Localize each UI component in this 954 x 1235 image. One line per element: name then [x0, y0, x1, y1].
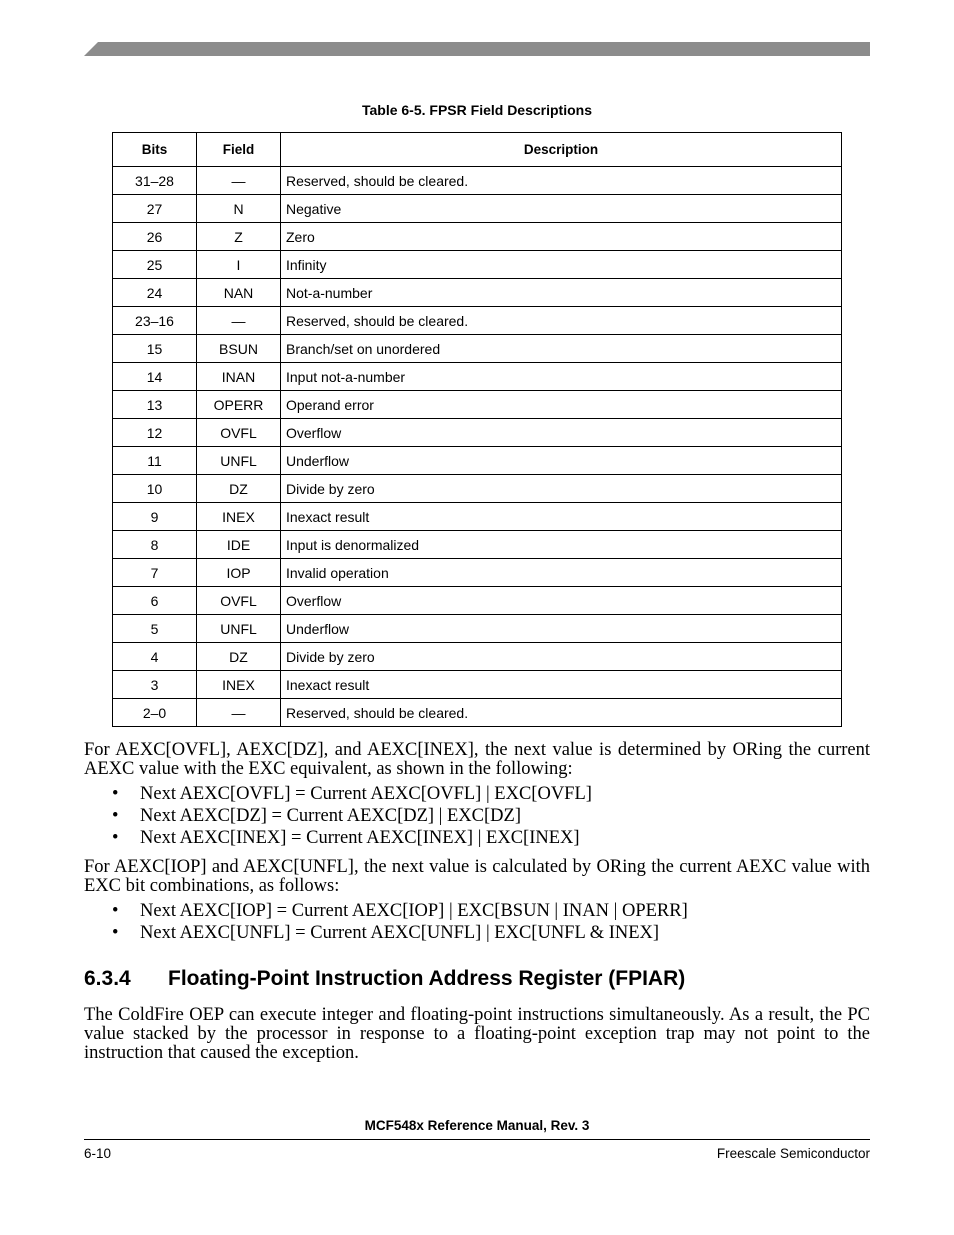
section-heading	[84, 967, 870, 991]
cell-field: OPERR	[197, 391, 281, 419]
cell-field: N	[197, 195, 281, 223]
cell-description: Reserved, should be cleared.	[281, 307, 842, 335]
cell-bits: 9	[113, 503, 197, 531]
bullet-item	[112, 827, 870, 849]
table-row	[113, 615, 842, 643]
bullet-text: Next AEXC[OVFL] = Current AEXC[OVFL] | EXC[OVFL]	[140, 784, 592, 804]
page-number: 6-10	[84, 1146, 112, 1161]
cell-description: Overflow	[281, 587, 842, 615]
cell-bits: 4	[113, 643, 197, 671]
header-bits: Bits	[113, 133, 197, 167]
cell-field: I	[197, 251, 281, 279]
bullet-icon: •	[112, 828, 119, 848]
cell-bits: 11	[113, 447, 197, 475]
cell-description: Underflow	[281, 447, 842, 475]
paragraph-coldfire-oep: The ColdFire OEP can execute integer and floating-point instructions simultaneously. As a result, the PC value stacked by the processor in response to a floating-point exception trap may not point to the instruction that caused the exception.	[84, 1005, 870, 1063]
table-header-row	[113, 133, 842, 167]
cell-bits: 12	[113, 419, 197, 447]
cell-field: IDE	[197, 531, 281, 559]
table-row	[113, 531, 842, 559]
cell-description: Input is denormalized	[281, 531, 842, 559]
cell-field: UNFL	[197, 615, 281, 643]
cell-bits: 31–28	[113, 167, 197, 195]
cell-bits: 24	[113, 279, 197, 307]
cell-field: NAN	[197, 279, 281, 307]
cell-bits: 7	[113, 559, 197, 587]
cell-bits: 2–0	[113, 699, 197, 727]
cell-description: Reserved, should be cleared.	[281, 699, 842, 727]
bullet-icon: •	[112, 901, 119, 921]
table-row	[113, 363, 842, 391]
cell-description: Not-a-number	[281, 279, 842, 307]
bullet-icon: •	[112, 784, 119, 804]
cell-bits: 26	[113, 223, 197, 251]
cell-description: Divide by zero	[281, 475, 842, 503]
table-caption: Table 6-5. FPSR Field Descriptions	[361, 102, 592, 118]
bullet-text: Next AEXC[INEX] = Current AEXC[INEX] | EXC[INEX]	[140, 828, 580, 848]
paragraph-aexc-ovfl: For AEXC[OVFL], AEXC[DZ], and AEXC[INEX], the next value is determined by ORing the current AEXC value with the EXC equivalent, as shown in the following:	[84, 740, 870, 779]
cell-bits: 5	[113, 615, 197, 643]
cell-bits: 3	[113, 671, 197, 699]
cell-bits: 15	[113, 335, 197, 363]
cell-field: DZ	[197, 475, 281, 503]
cell-description: Branch/set on unordered	[281, 335, 842, 363]
cell-field: IOP	[197, 559, 281, 587]
cell-description: Invalid operation	[281, 559, 842, 587]
header-description: Description	[281, 133, 842, 167]
cell-bits: 10	[113, 475, 197, 503]
cell-description: Zero	[281, 223, 842, 251]
cell-bits: 14	[113, 363, 197, 391]
paragraph-aexc-iop: For AEXC[IOP] and AEXC[UNFL], the next value is calculated by ORing the current AEXC value with EXC bit combinations, as follows:	[84, 857, 870, 896]
cell-bits: 13	[113, 391, 197, 419]
cell-description: Inexact result	[281, 503, 842, 531]
footer-title: MCF548x Reference Manual, Rev. 3	[364, 1118, 590, 1133]
cell-field: INAN	[197, 363, 281, 391]
table-row	[113, 419, 842, 447]
cell-field: OVFL	[197, 419, 281, 447]
table-row	[113, 391, 842, 419]
cell-field: —	[197, 307, 281, 335]
cell-bits: 6	[113, 587, 197, 615]
cell-field: OVFL	[197, 587, 281, 615]
company-name: Freescale Semiconductor	[716, 1146, 870, 1161]
cell-description: Underflow	[281, 615, 842, 643]
section-number: 6.3.4	[84, 967, 131, 990]
fpsr-field-table	[112, 132, 842, 727]
bullet-icon: •	[112, 806, 119, 826]
bullet-icon: •	[112, 923, 119, 943]
cell-description: Inexact result	[281, 671, 842, 699]
table-row	[113, 167, 842, 195]
cell-field: BSUN	[197, 335, 281, 363]
cell-field: UNFL	[197, 447, 281, 475]
bullet-text: Next AEXC[UNFL] = Current AEXC[UNFL] | EXC[UNFL & INEX]	[140, 923, 660, 943]
bullet-text: Next AEXC[DZ] = Current AEXC[DZ] | EXC[DZ]	[140, 806, 521, 826]
cell-bits: 23–16	[113, 307, 197, 335]
cell-field: —	[197, 167, 281, 195]
table-row	[113, 251, 842, 279]
cell-bits: 25	[113, 251, 197, 279]
bullet-item	[112, 805, 870, 827]
table-row	[113, 699, 842, 727]
table-body	[113, 167, 842, 727]
cell-description: Input not-a-number	[281, 363, 842, 391]
table-row	[113, 475, 842, 503]
cell-field: INEX	[197, 671, 281, 699]
bullet-list-2	[112, 900, 870, 944]
bullet-list-1	[112, 783, 870, 849]
cell-description: Divide by zero	[281, 643, 842, 671]
table-row	[113, 307, 842, 335]
cell-description: Reserved, should be cleared.	[281, 167, 842, 195]
table-row	[113, 671, 842, 699]
table-row	[113, 503, 842, 531]
bullet-item	[112, 783, 870, 805]
cell-field: —	[197, 699, 281, 727]
table-row	[113, 279, 842, 307]
table-row	[113, 559, 842, 587]
header-field: Field	[197, 133, 281, 167]
table-row	[113, 447, 842, 475]
table-row	[113, 223, 842, 251]
table-row	[113, 195, 842, 223]
table-row	[113, 587, 842, 615]
table-row	[113, 643, 842, 671]
bullet-text: Next AEXC[IOP] = Current AEXC[IOP] | EXC[BSUN | INAN | OPERR]	[140, 901, 688, 921]
cell-description: Infinity	[281, 251, 842, 279]
cell-bits: 8	[113, 531, 197, 559]
cell-description: Overflow	[281, 419, 842, 447]
section-title: Floating-Point Instruction Address Register (FPIAR)	[168, 967, 686, 990]
footer-rule	[84, 1139, 870, 1140]
cell-field: INEX	[197, 503, 281, 531]
cell-bits: 27	[113, 195, 197, 223]
bullet-item	[112, 900, 870, 922]
header-bar	[84, 42, 870, 56]
cell-field: DZ	[197, 643, 281, 671]
table-row	[113, 335, 842, 363]
cell-field: Z	[197, 223, 281, 251]
cell-description: Negative	[281, 195, 842, 223]
bullet-item	[112, 922, 870, 944]
cell-description: Operand error	[281, 391, 842, 419]
